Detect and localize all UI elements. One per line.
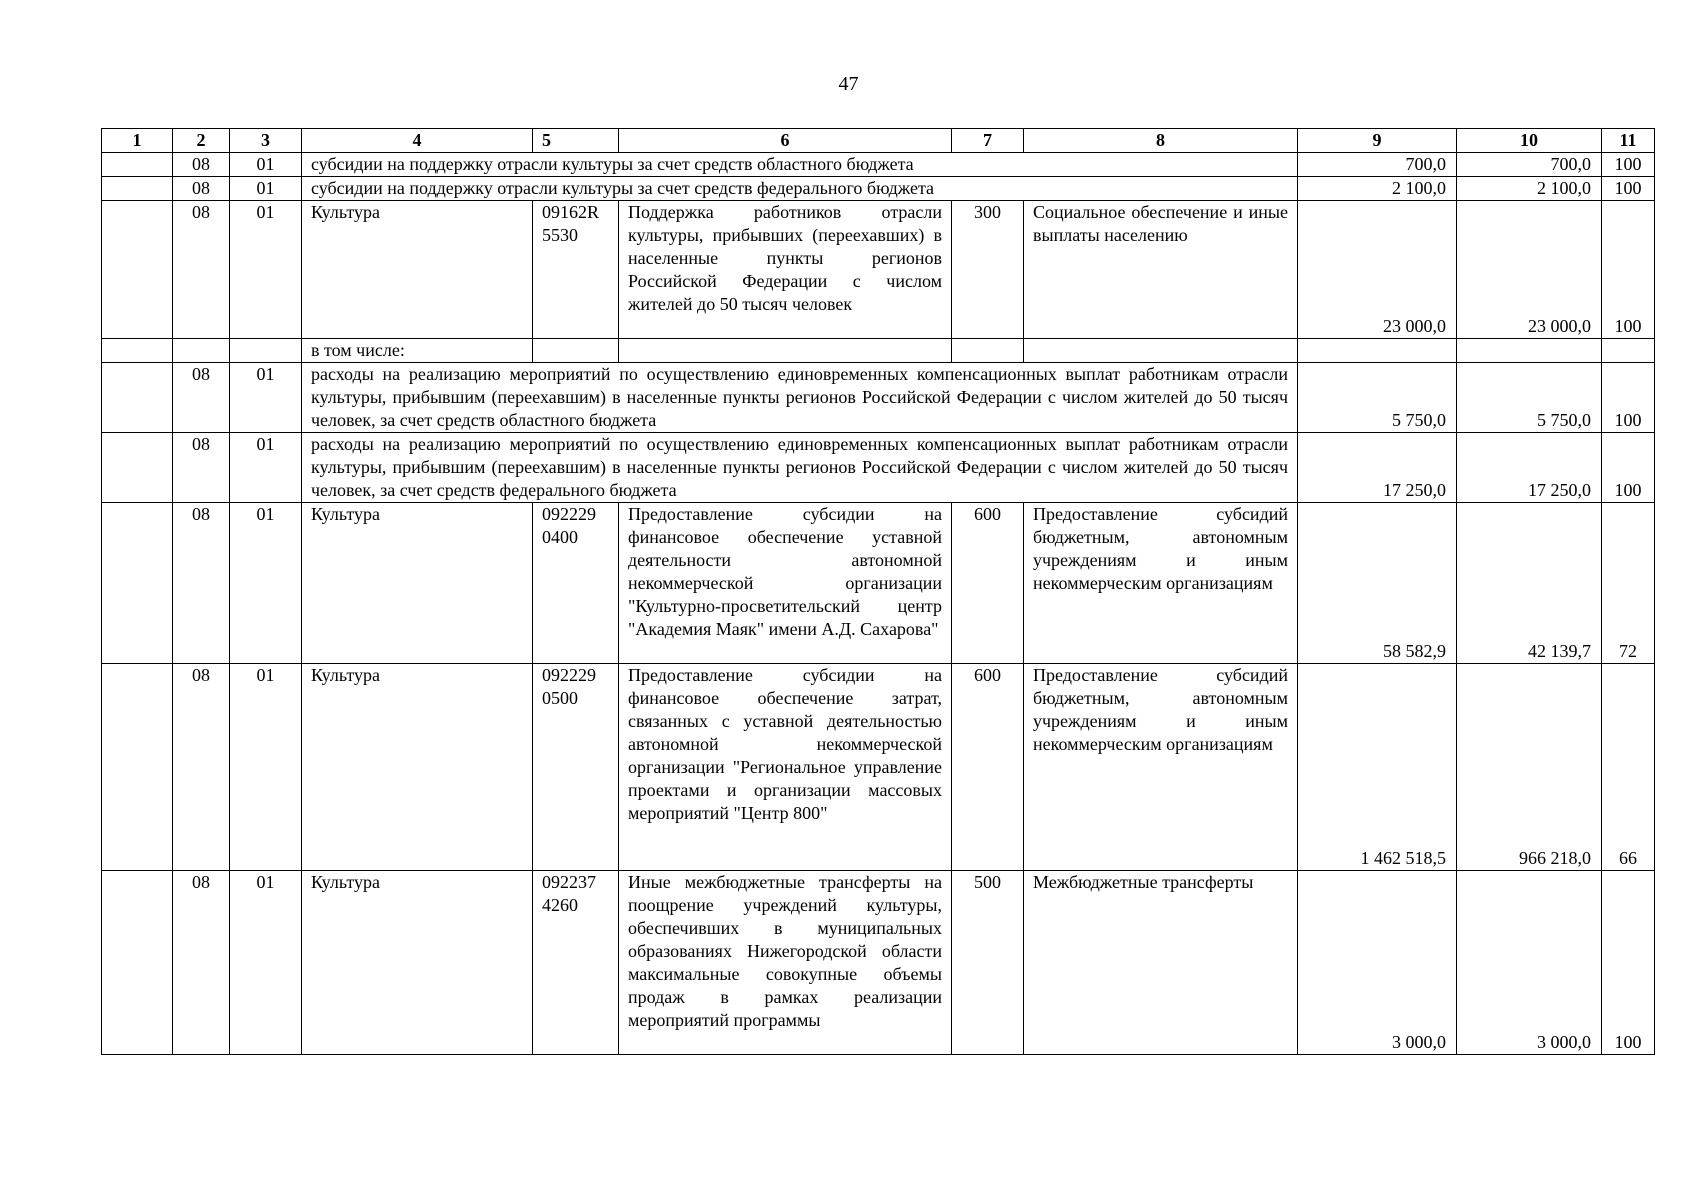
target-article-code: 09162R 5530 [533,201,619,339]
planned-amount: 58 582,9 [1298,503,1457,664]
section-code: 08 [173,871,230,1055]
table-row [102,201,1655,339]
expense-type-name: Межбюджетные трансферты [1024,871,1298,1055]
section-name: Культура [302,871,533,1055]
section-code: 08 [173,433,230,503]
executed-amount: 17 250,0 [1457,433,1602,503]
table-row [102,664,1655,871]
subsection-code: 01 [230,201,302,339]
row-description: субсидии на поддержку отрасли культуры за счет средств федерального бюджета [302,177,1298,201]
section-code: 08 [173,664,230,871]
header-row [102,129,1655,153]
executed-amount: 5 750,0 [1457,363,1602,433]
planned-amount: 700,0 [1298,153,1457,177]
section-code: 08 [173,201,230,339]
expense-type-code: 600 [952,664,1024,871]
table-row [102,503,1655,664]
subsection-code: 01 [230,503,302,664]
subsection-code: 01 [230,363,302,433]
executed-amount: 23 000,0 [1457,201,1602,339]
execution-percent: 100 [1602,871,1655,1055]
subsection-code: 01 [230,664,302,871]
execution-percent: 100 [1602,433,1655,503]
execution-percent: 72 [1602,503,1655,664]
expense-type-code: 300 [952,201,1024,339]
section-name: Культура [302,201,533,339]
planned-amount: 1 462 518,5 [1298,664,1457,871]
table-row [102,153,1655,177]
col-header-2: 2 [173,129,230,153]
col-header-7: 7 [952,129,1024,153]
subsection-code: 01 [230,871,302,1055]
table-row [102,339,1655,363]
subtotal-label: в том числе: [302,339,533,363]
section-name: Культура [302,664,533,871]
planned-amount: 23 000,0 [1298,201,1457,339]
expense-type-code: 600 [952,503,1024,664]
expense-type-code: 500 [952,871,1024,1055]
col-header-1: 1 [102,129,173,153]
expense-description: Поддержка работников отрасли культуры, прибывших (переехавших) в населенные пункты регионов Российской Федерации с числом жителей до 50 тысяч человек [619,201,952,339]
executed-amount: 700,0 [1457,153,1602,177]
section-code: 08 [173,177,230,201]
expense-description: Предоставление субсидии на финансовое обеспечение затрат, связанных с уставной деятельностью автономной некоммерческой организации "Региональное управление проектами и организации массовых мероприятий "Центр 800" [619,664,952,871]
subsection-code: 01 [230,433,302,503]
planned-amount: 2 100,0 [1298,177,1457,201]
execution-percent: 66 [1602,664,1655,871]
execution-percent: 100 [1602,153,1655,177]
section-code: 08 [173,363,230,433]
col-header-10: 10 [1457,129,1602,153]
executed-amount: 42 139,7 [1457,503,1602,664]
planned-amount: 5 750,0 [1298,363,1457,433]
target-article-code: 092229 0500 [533,664,619,871]
row-description: субсидии на поддержку отрасли культуры за счет средств областного бюджета [302,153,1298,177]
planned-amount: 3 000,0 [1298,871,1457,1055]
col-header-5: 5 [533,129,619,153]
subsection-code: 01 [230,177,302,201]
expense-type-name: Предоставление субсидий бюджетным, автономным учреждениям и иным некоммерческим организациям [1024,664,1298,871]
section-code: 08 [173,503,230,664]
execution-percent: 100 [1602,201,1655,339]
subsection-code: 01 [230,153,302,177]
page-number: 47 [838,73,859,95]
target-article-code: 092229 0400 [533,503,619,664]
executed-amount: 3 000,0 [1457,871,1602,1055]
execution-percent: 100 [1602,177,1655,201]
table-row [102,871,1655,1055]
expense-description: Предоставление субсидии на финансовое обеспечение уставной деятельности автономной некоммерческой организации "Культурно-просветительский центр "Академия Маяк" имени А.Д. Сахарова" [619,503,952,664]
budget-table [101,128,1655,1055]
table-row [102,363,1655,433]
table-row [102,433,1655,503]
target-article-code: 092237 4260 [533,871,619,1055]
col-header-11: 11 [1602,129,1655,153]
col-header-8: 8 [1024,129,1298,153]
execution-percent: 100 [1602,363,1655,433]
col-header-3: 3 [230,129,302,153]
section-name: Культура [302,503,533,664]
expense-type-name: Предоставление субсидий бюджетным, автономным учреждениям и иным некоммерческим организациям [1024,503,1298,664]
col-header-4: 4 [302,129,533,153]
expense-description: Иные межбюджетные трансферты на поощрение учреждений культуры, обеспечивших в муниципальных образованиях Нижегородской области максимальные совокупные объемы продаж в рамках реализации мероприятий программы [619,871,952,1055]
col-header-6: 6 [619,129,952,153]
row-description: расходы на реализацию мероприятий по осуществлению единовременных компенсационных выплат работникам отрасли культуры, прибывшим (переехавшим) в населенные пункты регионов Российской Федерации с числом жителей до 50 тысяч человек, за счет средств федерального бюджета [302,433,1298,503]
row-description: расходы на реализацию мероприятий по осуществлению единовременных компенсационных выплат работникам отрасли культуры, прибывшим (переехавшим) в населенные пункты регионов Российской Федерации с числом жителей до 50 тысяч человек, за счет средств областного бюджета [302,363,1298,433]
executed-amount: 2 100,0 [1457,177,1602,201]
planned-amount: 17 250,0 [1298,433,1457,503]
table-row [102,177,1655,201]
expense-type-name: Социальное обеспечение и иные выплаты населению [1024,201,1298,339]
col-header-9: 9 [1298,129,1457,153]
section-code: 08 [173,153,230,177]
executed-amount: 966 218,0 [1457,664,1602,871]
